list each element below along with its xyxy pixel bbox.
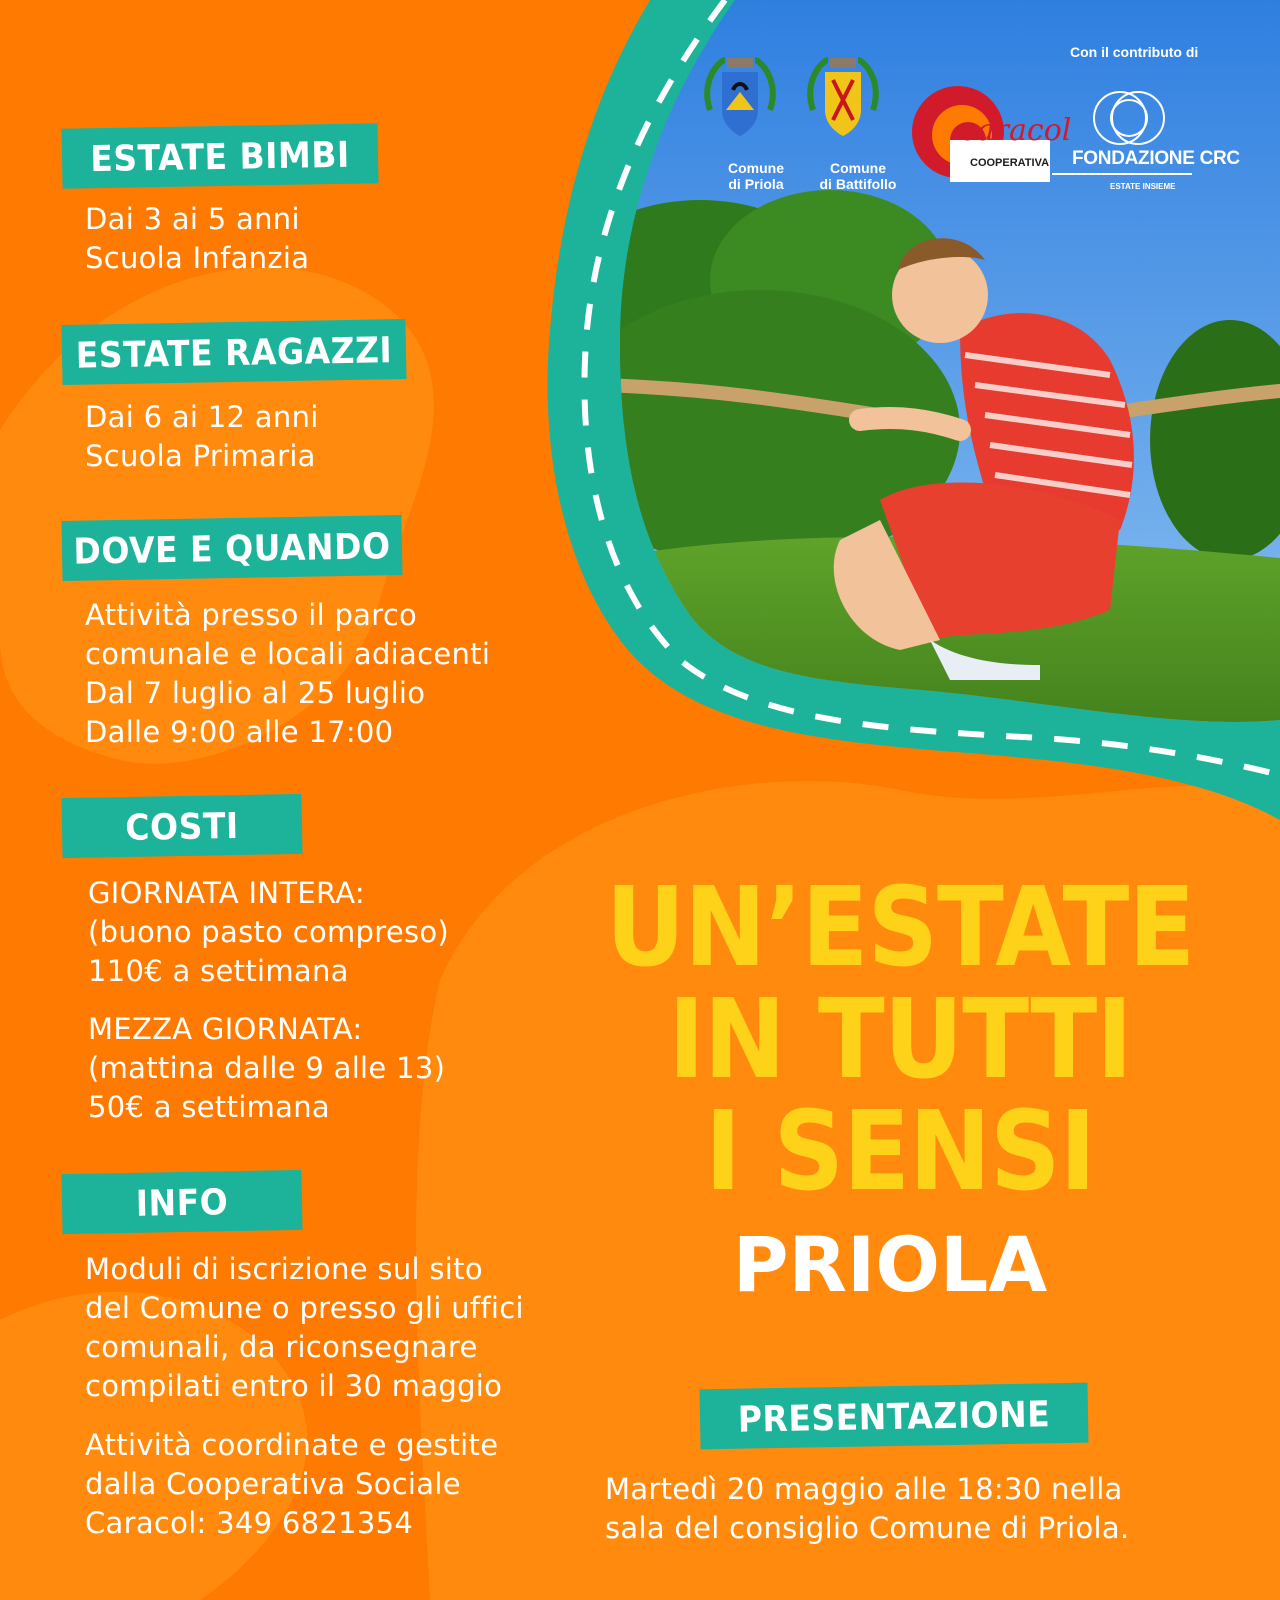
moduli-line-3: comunali, da riconsegnare	[85, 1330, 478, 1364]
ribbon-presentazione	[700, 1383, 1089, 1450]
coordinate-line-1: Attività coordinate e gestite	[85, 1428, 499, 1462]
caracol-wordmark: caracol	[960, 113, 1072, 148]
presentazione-details	[605, 1470, 1129, 1548]
mezza-line-1: MEZZA GIORNATA:	[88, 1012, 363, 1046]
presentazione-title: PRESENTAZIONE	[737, 1392, 1051, 1440]
moduli-line-4: compilati entro il 30 maggio	[85, 1369, 503, 1403]
ribbon-estate-ragazzi	[62, 319, 407, 385]
estate-ragazzi-line-2: Scuola Primaria	[85, 439, 316, 473]
costi-title: COSTI	[124, 803, 240, 849]
priola-caption	[708, 160, 804, 192]
coordinate-line-2: dalla Cooperativa Sociale	[85, 1467, 461, 1501]
info-coordinate	[85, 1426, 498, 1543]
priola-caption-line-1: Comune	[728, 160, 784, 176]
intera-line-1: GIORNATA INTERA:	[88, 876, 365, 910]
intera-line-3: 110€ a settimana	[88, 954, 349, 988]
headline-line-2: IN TUTTI	[668, 976, 1132, 1104]
presentazione-line-2: sala del consiglio Comune di Priola.	[605, 1511, 1130, 1545]
dove-line-1: Attività presso il parco	[85, 598, 418, 632]
battifollo-crest-icon	[810, 58, 876, 136]
headline-place: PRIOLA	[732, 1220, 1048, 1309]
info-moduli	[85, 1250, 524, 1406]
fondazione-crc-name: FONDAZIONE CRC	[1072, 148, 1240, 169]
coordinate-line-3: Caracol: 349 6821354	[85, 1506, 414, 1540]
moduli-line-1: Moduli di iscrizione sul sito	[85, 1252, 483, 1286]
dove-line-4: Dalle 9:00 alle 17:00	[85, 715, 394, 749]
mezza-line-2: (mattina dalle 9 alle 13)	[88, 1051, 446, 1085]
ribbon-estate-bimbi	[62, 123, 379, 189]
moduli-line-2: del Comune o presso gli uffici	[85, 1291, 524, 1325]
info-title: INFO	[135, 1180, 229, 1224]
fondazione-crc-subtitle: ESTATE INSIEME	[1110, 182, 1176, 191]
headline-line-1: UN’ESTATE	[605, 864, 1195, 992]
dove-line-3: Dal 7 luglio al 25 luglio	[85, 676, 426, 710]
ribbon-dove-e-quando	[62, 515, 403, 581]
contribution-label: Con il contributo di	[1070, 44, 1199, 60]
estate-ragazzi-details	[85, 398, 319, 476]
costi-giornata-intera	[88, 874, 449, 991]
ribbon-info	[61, 1170, 302, 1234]
headline-line-3: I SENSI	[704, 1088, 1096, 1216]
mezza-line-3: 50€ a settimana	[88, 1090, 330, 1124]
battifollo-caption-line-1: Comune	[830, 160, 886, 176]
dove-line-2: comunale e locali adiacenti	[85, 637, 491, 671]
battifollo-caption	[808, 160, 908, 192]
estate-bimbi-line-1: Dai 3 ai 5 anni	[85, 202, 300, 236]
ribbon-costi	[61, 794, 302, 858]
estate-bimbi-details	[85, 200, 309, 278]
priola-caption-line-2: di Priola	[728, 176, 784, 192]
estate-bimbi-line-2: Scuola Infanzia	[85, 241, 310, 275]
estate-ragazzi-line-1: Dai 6 ai 12 anni	[85, 400, 319, 434]
dove-e-quando-title: DOVE E QUANDO	[73, 524, 391, 572]
estate-bimbi-title: ESTATE BIMBI	[89, 132, 351, 180]
costi-mezza-giornata	[88, 1010, 445, 1127]
estate-ragazzi-title: ESTATE RAGAZZI	[75, 328, 393, 376]
dove-e-quando-details	[85, 596, 490, 752]
battifollo-caption-line-2: di Battifollo	[819, 176, 897, 192]
headline	[560, 864, 1240, 1216]
presentazione-line-1: Martedì 20 maggio alle 18:30 nella	[605, 1472, 1123, 1506]
intera-line-2: (buono pasto compreso)	[88, 915, 450, 949]
priola-crest-icon	[707, 58, 773, 136]
caracol-subtitle: COOPERATIVA	[970, 157, 1050, 169]
